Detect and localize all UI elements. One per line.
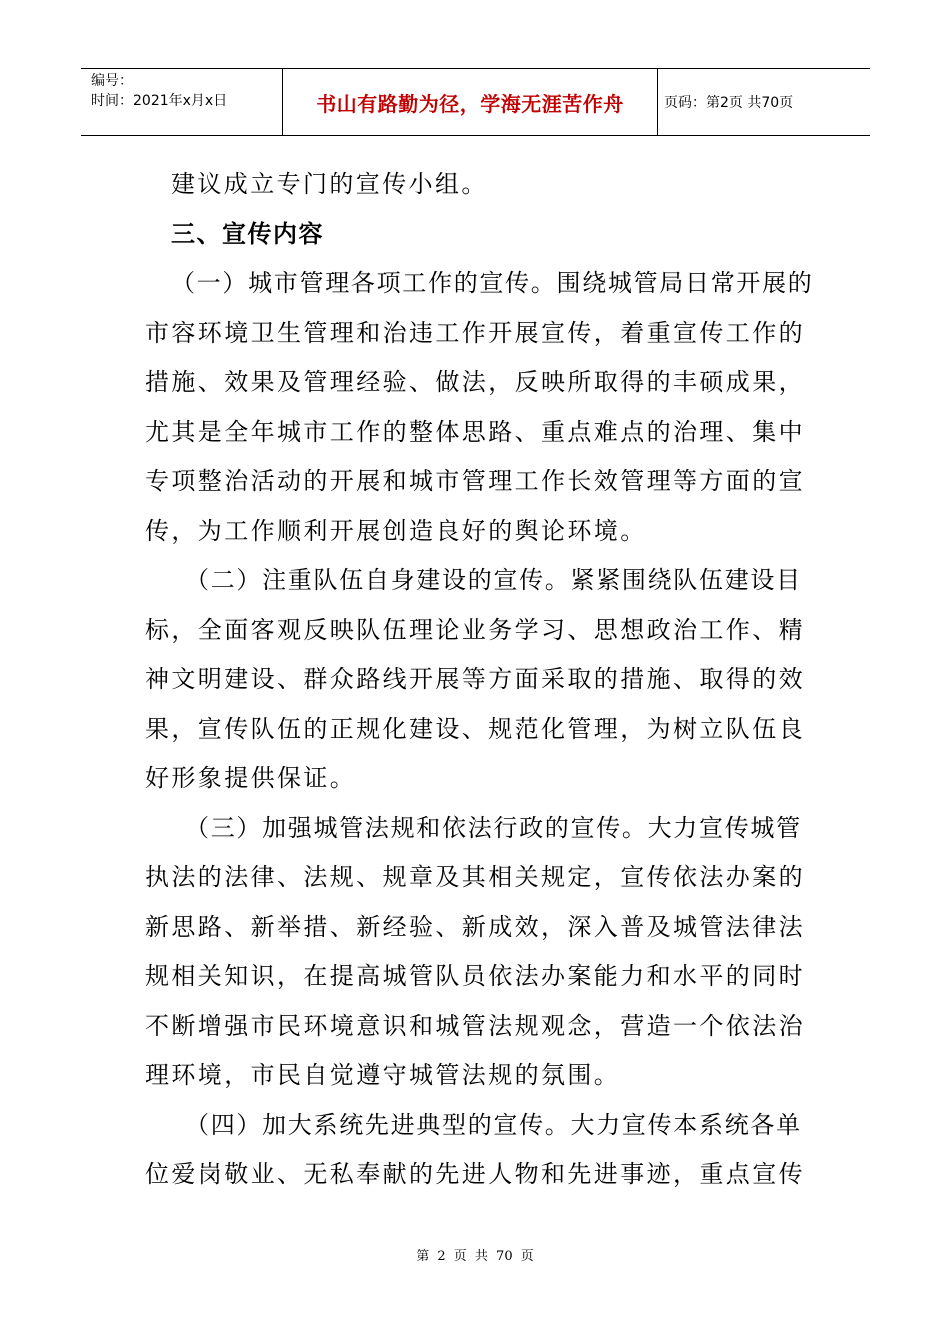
header-motto: 书山有路勤为径，学海无涯苦作舟 — [316, 91, 624, 116]
body-line: 标，全面客观反映队伍理论业务学习、思想政治工作、精 — [145, 615, 805, 644]
document-header — [81, 68, 870, 136]
header-motto-cell — [283, 69, 658, 135]
body-line: （二）注重队伍自身建设的宣传。紧紧围绕队伍建设目 — [185, 566, 802, 594]
document-number-label: 编号： — [91, 73, 133, 89]
document-time-label: 时间：2021年x月x日 — [91, 93, 228, 109]
body-line: 传，为工作顺利开展创造良好的舆论环境。 — [145, 516, 647, 545]
body-line: 果，宣传队伍的正规化建设、规范化管理，为树立队伍良 — [145, 714, 805, 743]
document-body — [145, 160, 814, 1200]
body-line: 神文明建设、群众路线开展等方面采取的措施、取得的效 — [145, 665, 805, 693]
body-line: 理环境，市民自觉遵守城管法规的氛围。 — [145, 1061, 621, 1089]
body-line: 建议成立专门的宣传小组。 — [171, 170, 488, 198]
body-line: 专项整治活动的开展和城市管理工作长效管理等方面的宣 — [145, 467, 805, 495]
body-line: 位爱岗敬业、无私奉献的先进人物和先进事迹，重点宣传 — [145, 1160, 805, 1188]
body-line: 执法的法律、法规、规章及其相关规定，宣传依法办案的 — [145, 863, 805, 891]
body-line: （四）加大系统先进典型的宣传。大力宣传本系统各单 — [185, 1110, 802, 1139]
body-line: （一）城市管理各项工作的宣传。围绕城管局日常开展的 — [171, 269, 814, 297]
body-line: 新思路、新举措、新经验、新成效，深入普及城管法律法 — [145, 912, 805, 941]
body-line: 措施、效果及管理经验、做法，反映所取得的丰硕成果， — [145, 368, 805, 396]
page-footer: 第 2 页 共 70 页 — [416, 1249, 534, 1264]
header-page-info: 页码：第2页 共70页 — [664, 95, 794, 111]
body-line: 不断增强市民环境意识和城管法规观念，营造一个依法治 — [145, 1011, 805, 1040]
header-page-cell — [658, 69, 870, 135]
section-heading: 三、宣传内容 — [171, 219, 324, 248]
body-line: （三）加强城管法规和依法行政的宣传。大力宣传城管 — [185, 813, 802, 842]
body-line: 尤其是全年城市工作的整体思路、重点难点的治理、集中 — [145, 417, 805, 446]
body-line: 市容环境卫生管理和治违工作开展宣传，着重宣传工作的 — [145, 318, 805, 347]
header-meta — [81, 69, 283, 135]
body-line: 规相关知识，在提高城管队员依法办案能力和水平的同时 — [145, 962, 805, 990]
body-line: 好形象提供保证。 — [145, 764, 357, 792]
